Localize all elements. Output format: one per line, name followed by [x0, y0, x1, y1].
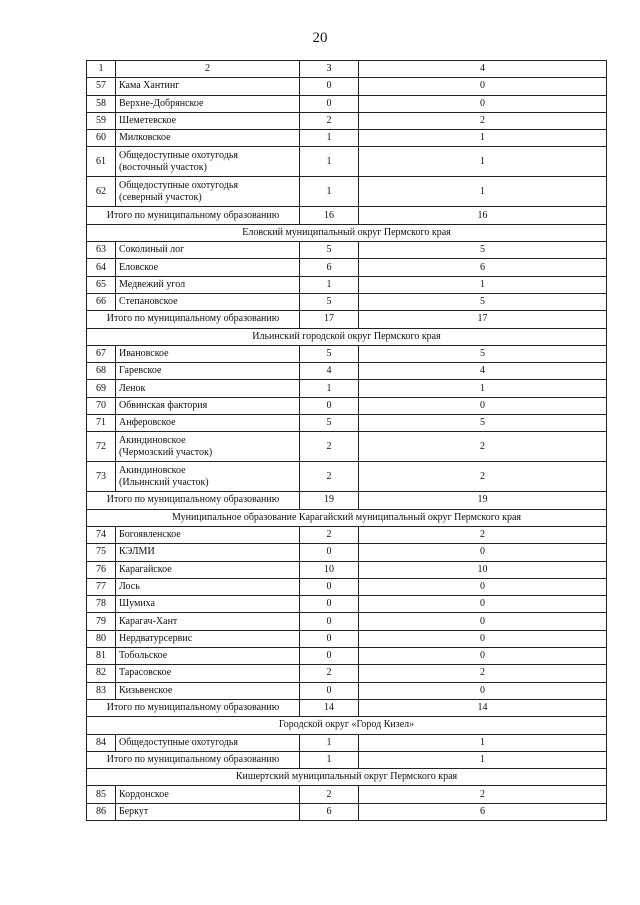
ground-name — [116, 276, 300, 293]
ground-name — [116, 112, 300, 129]
ground-name — [116, 242, 300, 259]
value-col3: 0 — [300, 630, 359, 647]
ground-name — [116, 147, 300, 177]
value-col3: 0 — [300, 397, 359, 414]
ground-name-line: Медвежий угол — [119, 278, 186, 290]
ground-name — [116, 415, 300, 432]
value-col3: 6 — [300, 259, 359, 276]
total-col3: 17 — [300, 311, 359, 328]
row-number: 78 — [87, 596, 116, 613]
table-row — [87, 561, 607, 578]
row-number: 57 — [87, 78, 116, 95]
value-col3: 5 — [300, 293, 359, 310]
ground-name — [116, 544, 300, 561]
ground-name — [116, 682, 300, 699]
row-number: 77 — [87, 578, 116, 595]
value-col3: 4 — [300, 363, 359, 380]
value-col4: 0 — [359, 630, 607, 647]
table-row — [87, 462, 607, 492]
value-col4: 10 — [359, 561, 607, 578]
row-number: 71 — [87, 415, 116, 432]
ground-name — [116, 78, 300, 95]
value-col4: 6 — [359, 259, 607, 276]
row-number: 61 — [87, 147, 116, 177]
value-col4: 0 — [359, 544, 607, 561]
ground-name — [116, 578, 300, 595]
ground-name — [116, 526, 300, 543]
ground-name — [116, 95, 300, 112]
value-col3: 0 — [300, 544, 359, 561]
ground-name-line: Ленок — [119, 382, 146, 394]
ground-name-line: Милковское — [119, 132, 171, 144]
table-row — [87, 78, 607, 95]
ground-name-line: Кордонское — [119, 788, 169, 800]
value-col4: 2 — [359, 665, 607, 682]
ground-name-line: Беркут — [119, 805, 149, 817]
total-label: Итого по муниципальному образованию — [87, 311, 300, 328]
ground-name-subline: (восточный участок) — [119, 161, 207, 173]
value-col3: 10 — [300, 561, 359, 578]
row-number: 72 — [87, 432, 116, 462]
section-title-row — [87, 328, 607, 345]
value-col4: 0 — [359, 95, 607, 112]
value-col3: 5 — [300, 242, 359, 259]
row-number: 58 — [87, 95, 116, 112]
value-col3: 1 — [300, 130, 359, 147]
value-col3: 1 — [300, 276, 359, 293]
ground-name-line: Карагач-Хант — [119, 615, 178, 627]
table-row — [87, 665, 607, 682]
value-col4: 1 — [359, 276, 607, 293]
total-col3: 14 — [300, 699, 359, 716]
total-col4: 17 — [359, 311, 607, 328]
ground-name-subline: (северный участок) — [119, 191, 202, 203]
ground-name-line: Нердватурсервис — [119, 632, 193, 644]
value-col4: 0 — [359, 397, 607, 414]
table-row — [87, 415, 607, 432]
value-col3: 2 — [300, 462, 359, 492]
value-col4: 1 — [359, 380, 607, 397]
value-col4: 4 — [359, 363, 607, 380]
ground-name-line: Общедоступные охотугодья — [119, 736, 238, 748]
ground-name-line: Тобольское — [119, 650, 168, 662]
value-col3: 0 — [300, 648, 359, 665]
value-col3: 6 — [300, 803, 359, 820]
total-label: Итого по муниципальному образованию — [87, 751, 300, 768]
ground-name-line: Общедоступные охотугодья — [119, 179, 238, 191]
section-title-row — [87, 769, 607, 786]
row-number: 64 — [87, 259, 116, 276]
value-col3: 2 — [300, 112, 359, 129]
header-cell-2: 2 — [116, 61, 300, 78]
header-cell-4: 4 — [359, 61, 607, 78]
ground-name-line: Соколиный лог — [119, 244, 185, 256]
value-col3: 1 — [300, 177, 359, 207]
ground-name — [116, 177, 300, 207]
table-row — [87, 242, 607, 259]
ground-name-line: Гаревское — [119, 365, 162, 377]
value-col4: 1 — [359, 177, 607, 207]
table-row — [87, 648, 607, 665]
value-col4: 1 — [359, 130, 607, 147]
value-col3: 0 — [300, 682, 359, 699]
row-number: 63 — [87, 242, 116, 259]
ground-name-line: Верхне-Добрянское — [119, 97, 204, 109]
ground-name — [116, 259, 300, 276]
total-col4: 1 — [359, 751, 607, 768]
total-col3: 16 — [300, 207, 359, 224]
value-col4: 0 — [359, 78, 607, 95]
ground-name — [116, 363, 300, 380]
total-col3: 19 — [300, 492, 359, 509]
row-number: 73 — [87, 462, 116, 492]
row-number: 66 — [87, 293, 116, 310]
row-number: 84 — [87, 734, 116, 751]
row-number: 74 — [87, 526, 116, 543]
total-row — [87, 492, 607, 509]
ground-name-line: КЭЛМИ — [119, 546, 155, 558]
value-col3: 2 — [300, 786, 359, 803]
value-col4: 0 — [359, 682, 607, 699]
total-col4: 19 — [359, 492, 607, 509]
table-row — [87, 345, 607, 362]
section-title-row — [87, 717, 607, 734]
total-row — [87, 311, 607, 328]
total-label: Итого по муниципальному образованию — [87, 699, 300, 716]
total-col4: 14 — [359, 699, 607, 716]
ground-name-line: Еловское — [119, 261, 159, 273]
ground-name-line: Акиндиновское — [119, 434, 186, 446]
ground-name — [116, 734, 300, 751]
section-title: Еловский муниципальный округ Пермского края — [87, 224, 607, 241]
table-row — [87, 130, 607, 147]
table-row — [87, 734, 607, 751]
header-cell-1: 1 — [87, 61, 116, 78]
table-row — [87, 544, 607, 561]
row-number: 75 — [87, 544, 116, 561]
ground-name — [116, 293, 300, 310]
value-col4: 0 — [359, 613, 607, 630]
row-number: 86 — [87, 803, 116, 820]
value-col4: 0 — [359, 596, 607, 613]
value-col3: 0 — [300, 613, 359, 630]
table-row — [87, 147, 607, 177]
section-title: Муниципальное образование Карагайский муниципальный округ Пермского края — [87, 509, 607, 526]
ground-name — [116, 561, 300, 578]
table-row — [87, 682, 607, 699]
row-number: 60 — [87, 130, 116, 147]
table-row — [87, 803, 607, 820]
value-col4: 0 — [359, 648, 607, 665]
page-number: 20 — [312, 30, 328, 46]
ground-name-line: Лось — [119, 580, 140, 592]
ground-name-line: Общедоступные охотугодья — [119, 149, 238, 161]
total-row — [87, 699, 607, 716]
ground-name — [116, 345, 300, 362]
value-col4: 2 — [359, 526, 607, 543]
table-row — [87, 526, 607, 543]
section-title: Городской округ «Город Кизел» — [87, 717, 607, 734]
value-col4: 1 — [359, 147, 607, 177]
ground-name — [116, 432, 300, 462]
ground-name — [116, 596, 300, 613]
value-col4: 2 — [359, 786, 607, 803]
ground-name-line: Шеметевское — [119, 115, 177, 127]
value-col3: 0 — [300, 78, 359, 95]
table-row — [87, 432, 607, 462]
row-number: 68 — [87, 363, 116, 380]
ground-name-line: Карагайское — [119, 563, 172, 575]
value-col4: 5 — [359, 415, 607, 432]
value-col3: 2 — [300, 432, 359, 462]
row-number: 65 — [87, 276, 116, 293]
row-number: 76 — [87, 561, 116, 578]
total-col3: 1 — [300, 751, 359, 768]
section-title: Ильинский городской округ Пермского края — [87, 328, 607, 345]
section-title: Кишертский муниципальный округ Пермского края — [87, 769, 607, 786]
hunting-grounds-table — [86, 60, 607, 821]
table-row — [87, 95, 607, 112]
table-row — [87, 397, 607, 414]
row-number: 85 — [87, 786, 116, 803]
table-row — [87, 786, 607, 803]
ground-name-line: Степановское — [119, 296, 178, 308]
value-col4: 2 — [359, 462, 607, 492]
ground-name-subline: (Ильинский участок) — [119, 476, 209, 488]
value-col3: 5 — [300, 345, 359, 362]
row-number: 80 — [87, 630, 116, 647]
ground-name-line: Обвинская фактория — [119, 399, 208, 411]
value-col4: 0 — [359, 578, 607, 595]
value-col3: 2 — [300, 665, 359, 682]
value-col4: 1 — [359, 734, 607, 751]
header-cell-3: 3 — [300, 61, 359, 78]
table-row — [87, 578, 607, 595]
row-number: 69 — [87, 380, 116, 397]
value-col3: 2 — [300, 526, 359, 543]
value-col3: 1 — [300, 147, 359, 177]
value-col4: 2 — [359, 112, 607, 129]
value-col3: 5 — [300, 415, 359, 432]
value-col3: 0 — [300, 578, 359, 595]
ground-name-line: Кама Хантинг — [119, 80, 180, 92]
row-number: 82 — [87, 665, 116, 682]
table-row — [87, 112, 607, 129]
value-col3: 1 — [300, 380, 359, 397]
value-col3: 0 — [300, 596, 359, 613]
table-row — [87, 259, 607, 276]
ground-name-subline: (Чермозский участок) — [119, 446, 213, 458]
ground-name — [116, 130, 300, 147]
ground-name-line: Кизьвенское — [119, 684, 173, 696]
ground-name — [116, 380, 300, 397]
table-body — [87, 61, 607, 821]
header-row — [87, 61, 607, 78]
value-col3: 1 — [300, 734, 359, 751]
total-row — [87, 751, 607, 768]
row-number: 83 — [87, 682, 116, 699]
table-row — [87, 177, 607, 207]
table-row — [87, 613, 607, 630]
value-col4: 5 — [359, 293, 607, 310]
ground-name — [116, 630, 300, 647]
ground-name-line: Богоявленское — [119, 529, 181, 541]
total-col4: 16 — [359, 207, 607, 224]
value-col4: 5 — [359, 345, 607, 362]
ground-name — [116, 648, 300, 665]
ground-name-line: Тарасовское — [119, 667, 172, 679]
ground-name-line: Ивановское — [119, 348, 169, 359]
table-row — [87, 630, 607, 647]
table-row — [87, 380, 607, 397]
total-label: Итого по муниципальному образованию — [87, 207, 300, 224]
table-row — [87, 276, 607, 293]
ground-name — [116, 397, 300, 414]
ground-name-line: Акиндиновское — [119, 464, 186, 476]
ground-name-line: Шумиха — [119, 598, 155, 610]
row-number: 70 — [87, 397, 116, 414]
ground-name — [116, 462, 300, 492]
ground-name — [116, 613, 300, 630]
section-title-row — [87, 509, 607, 526]
total-label: Итого по муниципальному образованию — [87, 492, 300, 509]
ground-name — [116, 665, 300, 682]
row-number: 59 — [87, 112, 116, 129]
value-col4: 5 — [359, 242, 607, 259]
section-title-row — [87, 224, 607, 241]
value-col4: 6 — [359, 803, 607, 820]
table-row — [87, 596, 607, 613]
row-number: 79 — [87, 613, 116, 630]
ground-name-line: Анферовское — [119, 417, 176, 429]
row-number: 62 — [87, 177, 116, 207]
ground-name — [116, 786, 300, 803]
value-col3: 0 — [300, 95, 359, 112]
row-number: 81 — [87, 648, 116, 665]
row-number: 67 — [87, 345, 116, 362]
table-row — [87, 293, 607, 310]
value-col4: 2 — [359, 432, 607, 462]
table-row — [87, 363, 607, 380]
ground-name — [116, 803, 300, 820]
total-row — [87, 207, 607, 224]
